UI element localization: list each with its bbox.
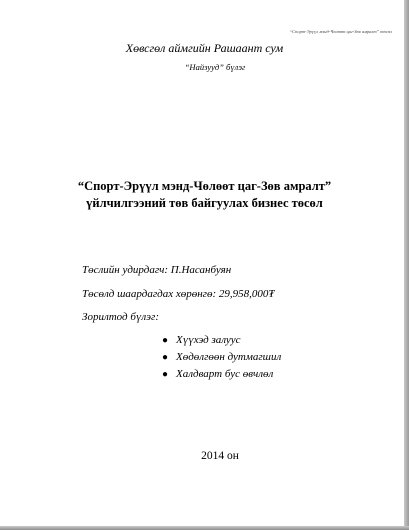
target-group-item: Хүүхэд залуус <box>176 334 241 346</box>
list-item <box>162 366 281 383</box>
bullet-icon: ● <box>162 352 169 363</box>
target-group-item: Халдварт бус өвчлөл <box>176 368 274 380</box>
target-group-list <box>162 332 281 383</box>
title-line-1: “Спорт-Эрүүл мэнд-Чөлөөт цаг-Зөв амралт” <box>77 179 332 193</box>
page-edge-shadow <box>0 526 409 530</box>
project-leader: Төслийн удирдагч: П.Насанбуян <box>82 264 232 276</box>
bullet-icon: ● <box>162 369 169 380</box>
organization-name: Хөвсгөл аймгийн Рашаант сум <box>125 41 284 55</box>
list-item <box>162 349 281 366</box>
document-title <box>0 178 409 212</box>
title-line-2: үйлчилгээний төв байгуулах бизнес төсөл <box>86 196 323 210</box>
group-name: “Найзууд” бүлэг <box>184 62 246 72</box>
target-group-label: Зорилтод бүлэг: <box>82 311 159 323</box>
header-note: “Спорт-Эрүүл мэнд-Чөлөөт цаг-Зөв амралт” төсөл <box>289 29 392 34</box>
page-edge-shadow <box>404 0 409 530</box>
target-group-item: Хөдөлгөөн дутмагшил <box>176 351 282 363</box>
list-item <box>162 332 281 349</box>
funding-amount: Төсөлд шаардагдах хөрөнгө: 29,958,000₮ <box>82 288 275 300</box>
bullet-icon: ● <box>162 335 169 346</box>
document-year: 2014 он <box>201 450 239 462</box>
